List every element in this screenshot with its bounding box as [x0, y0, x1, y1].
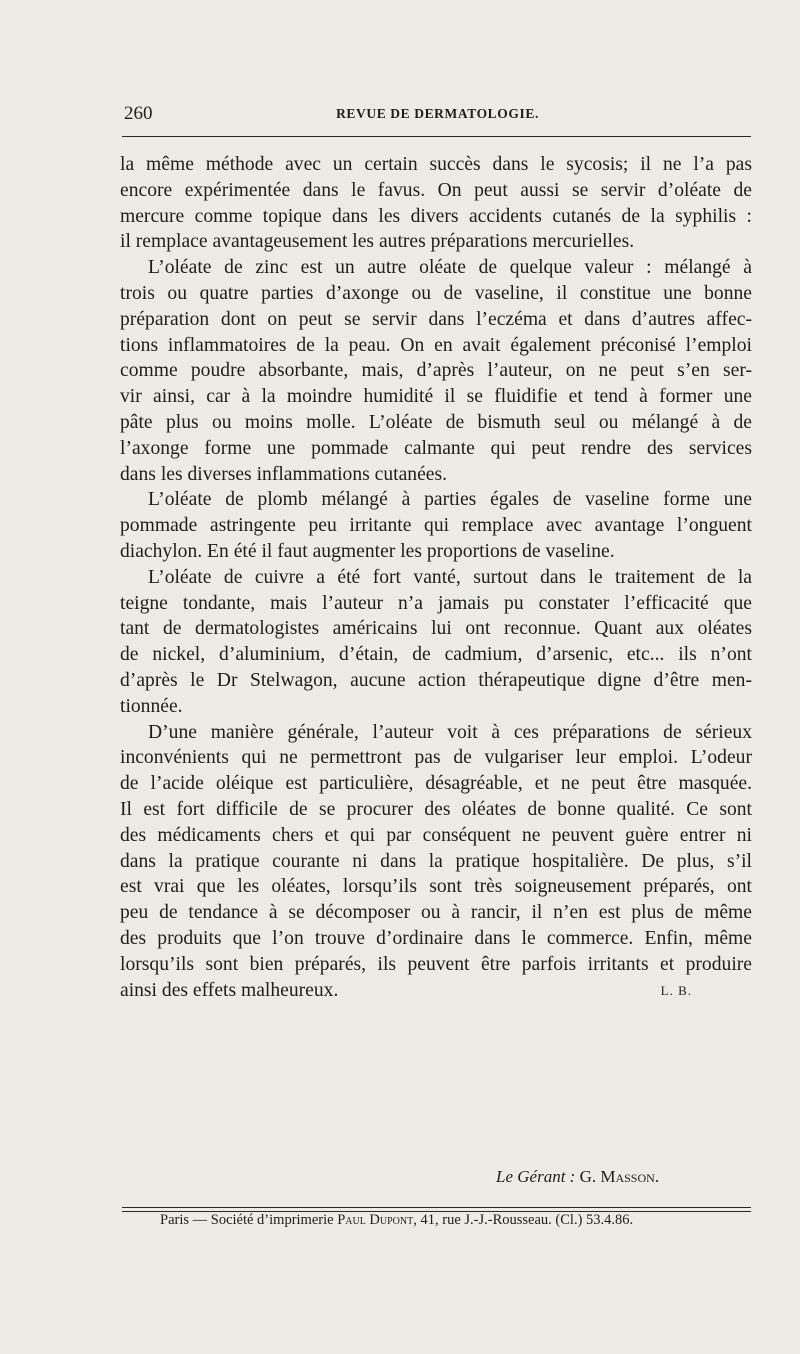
imprint-prefix: Paris — Société d’imprimerie: [160, 1212, 334, 1228]
author-signoff: L. B.: [660, 982, 692, 998]
text-line: des médicaments chers et qui par conséquent ne peuvent guère entrer ni: [120, 824, 752, 846]
text-line: L’oléate de zinc est un autre oléate de quelque valeur : mélangé à: [148, 257, 752, 279]
running-head: [124, 103, 751, 127]
text-line: Il est fort difficile de se procurer des oléates de bonne qualité. Ce sont: [120, 798, 752, 820]
text-line: L’oléate de cuivre a été fort vanté, surtout dans le traitement de la: [148, 566, 752, 588]
text-line: des produits que l’on trouve d’ordinaire dans le commerce. Enfin, même: [120, 927, 752, 949]
text-line: tions inflammatoires de la peau. On en avait également préconisé l’emploi: [120, 334, 752, 356]
gerant-label: Le Gérant :: [496, 1167, 576, 1186]
text-line: tant de dermatologistes américains lui ont reconnue. Quant aux oléates: [120, 618, 752, 640]
text-line: de nickel, d’aluminium, d’étain, de cadmium, d’arsenic, etc... ils n’ont: [120, 644, 752, 666]
header-rule: [122, 136, 751, 137]
text-line: teigne tondante, mais l’auteur n’a jamais pu constater l’efficacité que: [120, 592, 752, 614]
text-line: il remplace avantageusement les autres préparations mercurielles.: [120, 231, 635, 253]
journal-title: REVUE DE DERMATOLOGIE.: [336, 106, 539, 121]
text-line: diachylon. En été il faut augmenter les proportions de vaseline.: [120, 540, 615, 562]
text-line: vir ainsi, car à la moindre humidité il se fluidifie et tend à former une: [120, 386, 752, 408]
text-line: inconvénients qui ne permettront pas de vulgariser leur emploi. L’odeur: [120, 747, 752, 769]
gerant-line: [496, 1167, 659, 1187]
text-line: lorsqu’ils sont bien préparés, ils peuvent être parfois irritants et produire: [120, 953, 752, 975]
article-body: [120, 152, 752, 1003]
page-number: 260: [124, 103, 153, 124]
text-line: l’axonge forme une pommade calmante qui peut rendre des services: [120, 437, 752, 459]
text-line: la même méthode avec un certain succès dans le sycosis; il ne l’a pas: [120, 154, 752, 175]
imprint-printer: Paul Dupont,: [337, 1212, 417, 1228]
text-line: pâte plus ou moins molle. L’oléate de bismuth seul ou mélangé à de: [120, 411, 752, 433]
printer-imprint: [160, 1212, 633, 1229]
text-line: encore expérimentée dans le favus. On peut aussi se servir d’oléate de: [120, 179, 752, 201]
text-line: comme poudre absorbante, mais, d’après l’auteur, on ne peut s’en ser-: [120, 360, 752, 382]
text-line: pommade astringente peu irritante qui remplace avec avantage l’onguent: [120, 515, 752, 537]
text-line: D’une manière générale, l’auteur voit à ces préparations de sérieux: [148, 721, 752, 743]
text-line: mercure comme topique dans les divers accidents cutanés de la syphilis :: [120, 205, 752, 227]
text-line: est vrai que les oléates, lorsqu’ils sont très soigneusement préparés, ont: [120, 876, 752, 898]
text-line: dans les diverses inflammations cutanées.: [120, 463, 448, 485]
imprint-suffix: 41, rue J.-J.-Rousseau. (Cl.) 53.4.86.: [420, 1212, 634, 1228]
text-line: dans la pratique courante ni dans la pratique hospitalière. De plus, s’il: [120, 850, 752, 872]
text-line: tionnée.: [120, 695, 183, 717]
text-line: ainsi des effets malheureux. L. B.: [120, 978, 752, 1004]
footer-rule-thick: [122, 1207, 751, 1208]
gerant-name: G. Masson.: [579, 1167, 660, 1186]
text-line: L’oléate de plomb mélangé à parties égales de vaseline forme une: [148, 489, 752, 511]
text-line: préparation dont on peut se servir dans l’eczéma et dans d’autres affec-: [120, 308, 752, 330]
text-line: trois ou quatre parties d’axonge ou de vaseline, il constitue une bonne: [120, 282, 752, 304]
text-line: peu de tendance à se décomposer ou à rancir, il n’en est plus de même: [120, 902, 752, 924]
text-line: de l’acide oléique est particulière, désagréable, et ne peut être masquée.: [120, 773, 752, 795]
text-line: d’après le Dr Stelwagon, aucune action thérapeutique digne d’être men-: [120, 669, 752, 691]
